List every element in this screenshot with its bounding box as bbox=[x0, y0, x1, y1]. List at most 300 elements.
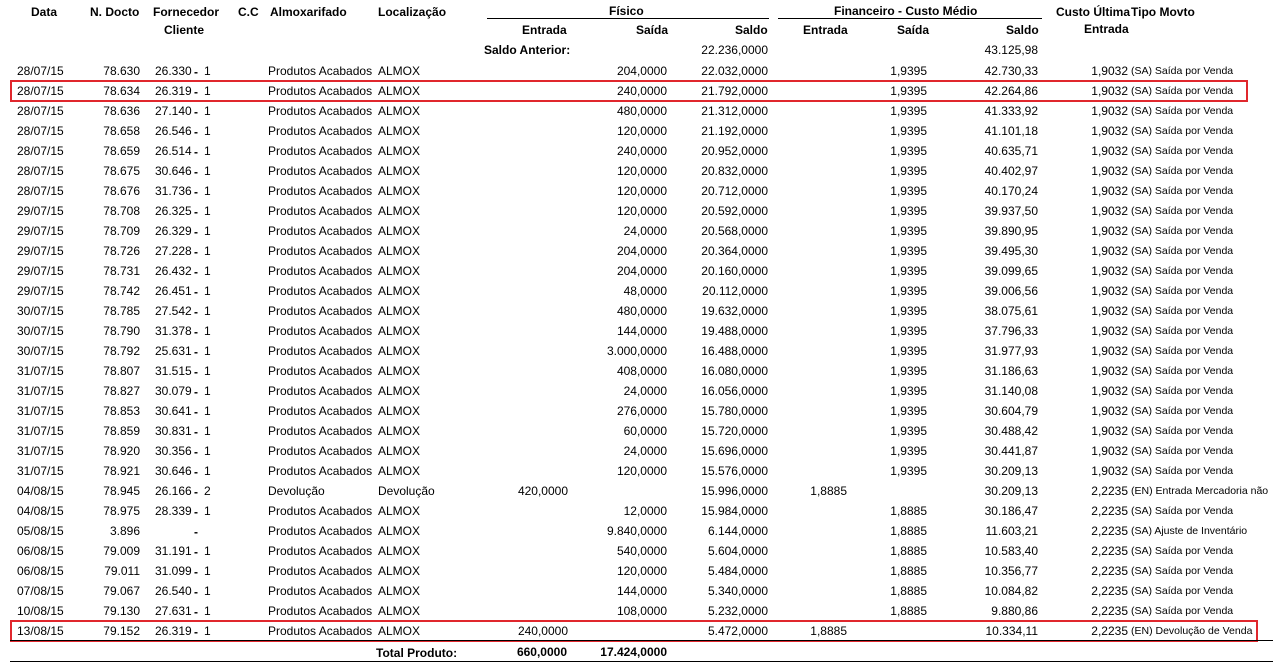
cell-tipo-movto: (SA) Saída por Venda bbox=[1131, 165, 1234, 177]
cell-financeiro-saida: 1,8885 bbox=[890, 604, 927, 618]
cell-localizacao: ALMOX bbox=[378, 64, 421, 78]
fornecedor-cc-separator: - bbox=[194, 225, 198, 239]
fornecedor-cc-separator: - bbox=[194, 305, 198, 319]
cell-almoxarifado: Produtos Acabados bbox=[268, 404, 373, 418]
header-cc: C.C bbox=[238, 5, 259, 19]
cell-cc: 1 bbox=[204, 204, 211, 218]
cell-n-docto: 78.921 bbox=[103, 464, 140, 478]
cell-localizacao: ALMOX bbox=[378, 364, 421, 378]
cell-cc: 1 bbox=[204, 604, 211, 618]
cell-data: 05/08/15 bbox=[17, 524, 64, 538]
cell-financeiro-saldo: 40.635,71 bbox=[984, 144, 1038, 158]
cell-n-docto: 78.827 bbox=[103, 384, 140, 398]
cell-fornecedor: 30.831 bbox=[155, 424, 192, 438]
cell-almoxarifado: Produtos Acabados bbox=[268, 264, 373, 278]
cell-fisico-saldo: 16.080,0000 bbox=[701, 364, 768, 378]
cell-fisico-saldo: 21.192,0000 bbox=[701, 124, 768, 138]
cell-cc: 1 bbox=[204, 224, 211, 238]
cell-cc: 1 bbox=[204, 504, 211, 518]
cell-fornecedor: 26.451 bbox=[155, 284, 192, 298]
cell-localizacao: ALMOX bbox=[378, 184, 421, 198]
cell-fisico-saida: 144,0000 bbox=[616, 584, 667, 598]
cell-fisico-saida: 204,0000 bbox=[616, 244, 667, 258]
cell-fisico-saida: 120,0000 bbox=[616, 124, 667, 138]
cell-financeiro-saldo: 10.583,40 bbox=[984, 544, 1038, 558]
cell-tipo-movto: (SA) Saída por Venda bbox=[1131, 405, 1234, 417]
cell-data: 29/07/15 bbox=[17, 224, 64, 238]
cell-financeiro-saldo: 39.006,56 bbox=[984, 284, 1038, 298]
fisico-underline bbox=[487, 18, 769, 19]
cell-tipo-movto: (SA) Saída por Venda bbox=[1131, 205, 1234, 217]
cell-data: 28/07/15 bbox=[17, 164, 64, 178]
cell-custo-ultima: 1,9032 bbox=[1091, 444, 1128, 458]
cell-n-docto: 78.636 bbox=[103, 104, 140, 118]
total-produto-label: Total Produto: bbox=[376, 646, 458, 660]
cell-data: 07/08/15 bbox=[17, 584, 64, 598]
cell-financeiro-saida: 1,9395 bbox=[890, 404, 927, 418]
cell-tipo-movto: (SA) Saída por Venda bbox=[1131, 365, 1234, 377]
cell-tipo-movto: (SA) Saída por Venda bbox=[1131, 305, 1234, 317]
cell-localizacao: ALMOX bbox=[378, 524, 421, 538]
cell-n-docto: 78.675 bbox=[103, 164, 140, 178]
fornecedor-cc-separator: - bbox=[194, 385, 198, 399]
cell-financeiro-saida: 1,9395 bbox=[890, 284, 927, 298]
fornecedor-cc-separator: - bbox=[194, 85, 198, 99]
row-highlight-box bbox=[10, 620, 1258, 642]
cell-custo-ultima: 2,2235 bbox=[1091, 484, 1128, 498]
cell-financeiro-saida: 1,9395 bbox=[890, 204, 927, 218]
fornecedor-cc-separator: - bbox=[194, 345, 198, 359]
cell-fisico-saida: 12,0000 bbox=[623, 504, 667, 518]
cell-fisico-saida: 9.840,0000 bbox=[606, 524, 667, 538]
cell-almoxarifado: Devolução bbox=[268, 484, 325, 498]
cell-fisico-saldo: 21.792,0000 bbox=[701, 84, 768, 98]
cell-tipo-movto: (SA) Saída por Venda bbox=[1131, 545, 1234, 557]
cell-financeiro-entrada: 1,8885 bbox=[810, 624, 847, 638]
fornecedor-cc-separator: - bbox=[194, 285, 198, 299]
fornecedor-cc-separator: - bbox=[194, 205, 198, 219]
cell-tipo-movto: (SA) Saída por Venda bbox=[1131, 65, 1234, 77]
cell-financeiro-saldo: 10.334,11 bbox=[985, 624, 1038, 638]
cell-fisico-saldo: 5.472,0000 bbox=[707, 624, 768, 638]
header-localizacao: Localização bbox=[378, 5, 447, 19]
cell-custo-ultima: 1,9032 bbox=[1091, 124, 1128, 138]
cell-fisico-saldo: 15.696,0000 bbox=[701, 444, 768, 458]
cell-custo-ultima: 1,9032 bbox=[1091, 224, 1128, 238]
cell-data: 28/07/15 bbox=[17, 104, 64, 118]
cell-fisico-saldo: 20.592,0000 bbox=[701, 204, 768, 218]
cell-fisico-saida: 540,0000 bbox=[616, 544, 667, 558]
cell-fornecedor: 27.542 bbox=[155, 304, 192, 318]
cell-fisico-saida: 120,0000 bbox=[616, 204, 667, 218]
cell-custo-ultima: 1,9032 bbox=[1091, 404, 1128, 418]
cell-n-docto: 78.658 bbox=[103, 124, 140, 138]
cell-fornecedor: 31.515 bbox=[155, 364, 192, 378]
cell-custo-ultima: 1,9032 bbox=[1091, 104, 1128, 118]
cell-fornecedor: 30.356 bbox=[155, 444, 192, 458]
cell-tipo-movto: (SA) Saída por Venda bbox=[1131, 225, 1234, 237]
cell-cc: 1 bbox=[204, 284, 211, 298]
cell-fisico-saldo: 15.576,0000 bbox=[701, 464, 768, 478]
cell-financeiro-saldo: 30.209,13 bbox=[984, 464, 1038, 478]
cell-fornecedor: 26.319 bbox=[155, 624, 192, 638]
cell-fornecedor: 26.166 bbox=[155, 484, 192, 498]
cell-financeiro-saldo: 41.333,92 bbox=[984, 104, 1038, 118]
cell-custo-ultima: 1,9032 bbox=[1091, 304, 1128, 318]
cell-financeiro-entrada: 1,8885 bbox=[810, 484, 847, 498]
cell-almoxarifado: Produtos Acabados bbox=[268, 604, 373, 618]
cell-financeiro-saida: 1,9395 bbox=[890, 464, 927, 478]
cell-localizacao: ALMOX bbox=[378, 224, 421, 238]
totals-bottom-rule bbox=[10, 661, 1273, 662]
cell-fisico-saida: 24,0000 bbox=[623, 444, 667, 458]
cell-localizacao: ALMOX bbox=[378, 144, 421, 158]
cell-financeiro-saida: 1,8885 bbox=[890, 584, 927, 598]
cell-fisico-saldo: 19.632,0000 bbox=[701, 304, 768, 318]
cell-data: 31/07/15 bbox=[17, 364, 64, 378]
cell-cc: 1 bbox=[204, 304, 211, 318]
header-cliente: Cliente bbox=[164, 23, 205, 37]
cell-data: 10/08/15 bbox=[17, 604, 64, 618]
cell-custo-ultima: 2,2235 bbox=[1091, 524, 1128, 538]
cell-financeiro-saldo: 30.441,87 bbox=[984, 444, 1038, 458]
cell-custo-ultima: 1,9032 bbox=[1091, 64, 1128, 78]
cell-n-docto: 78.792 bbox=[103, 344, 140, 358]
cell-cc: 1 bbox=[204, 144, 211, 158]
cell-financeiro-saida: 1,9395 bbox=[890, 424, 927, 438]
cell-data: 06/08/15 bbox=[17, 544, 64, 558]
cell-fornecedor: 28.339 bbox=[155, 504, 192, 518]
cell-n-docto: 78.807 bbox=[103, 364, 140, 378]
cell-fisico-saldo: 21.312,0000 bbox=[701, 104, 768, 118]
cell-tipo-movto: (SA) Saída por Venda bbox=[1131, 565, 1234, 577]
header-fornecedor: Fornecedor bbox=[153, 5, 220, 19]
cell-custo-ultima: 1,9032 bbox=[1091, 244, 1128, 258]
saldo-anterior-financeiro: 43.125,98 bbox=[984, 43, 1038, 57]
cell-custo-ultima: 1,9032 bbox=[1091, 144, 1128, 158]
cell-localizacao: ALMOX bbox=[378, 164, 421, 178]
cell-data: 28/07/15 bbox=[17, 64, 64, 78]
cell-custo-ultima: 1,9032 bbox=[1091, 424, 1128, 438]
cell-fisico-saida: 480,0000 bbox=[616, 104, 667, 118]
financeiro-underline bbox=[778, 18, 1042, 19]
cell-fisico-saida: 108,0000 bbox=[616, 604, 667, 618]
cell-fisico-saida: 24,0000 bbox=[623, 384, 667, 398]
fornecedor-cc-separator: - bbox=[194, 565, 198, 579]
cell-n-docto: 78.726 bbox=[103, 244, 140, 258]
cell-financeiro-saldo: 39.495,30 bbox=[984, 244, 1038, 258]
cell-n-docto: 78.853 bbox=[103, 404, 140, 418]
cell-localizacao: ALMOX bbox=[378, 464, 421, 478]
cell-financeiro-saldo: 30.604,79 bbox=[984, 404, 1038, 418]
cell-financeiro-saldo: 31.186,63 bbox=[984, 364, 1038, 378]
cell-tipo-movto: (EN) Devolução de Venda bbox=[1131, 625, 1253, 637]
cell-financeiro-saida: 1,9395 bbox=[890, 244, 927, 258]
cell-fornecedor: 26.330 bbox=[155, 64, 192, 78]
cell-data: 31/07/15 bbox=[17, 464, 64, 478]
cell-data: 13/08/15 bbox=[17, 624, 64, 638]
cell-custo-ultima: 1,9032 bbox=[1091, 184, 1128, 198]
cell-n-docto: 78.708 bbox=[103, 204, 140, 218]
cell-n-docto: 79.130 bbox=[103, 604, 140, 618]
cell-n-docto: 79.011 bbox=[104, 564, 140, 578]
cell-financeiro-saida: 1,9395 bbox=[890, 384, 927, 398]
saldo-anterior-fisico: 22.236,0000 bbox=[701, 43, 768, 57]
cell-tipo-movto: (SA) Saída por Venda bbox=[1131, 585, 1234, 597]
cell-tipo-movto: (SA) Ajuste de Inventário bbox=[1131, 525, 1248, 537]
header-financeiro-entrada: Entrada bbox=[803, 23, 848, 37]
cell-almoxarifado: Produtos Acabados bbox=[268, 384, 373, 398]
cell-cc: 1 bbox=[204, 164, 211, 178]
cell-fornecedor: 26.546 bbox=[155, 124, 192, 138]
cell-almoxarifado: Produtos Acabados bbox=[268, 624, 373, 638]
header-n-docto: N. Docto bbox=[90, 5, 140, 19]
cell-custo-ultima: 1,9032 bbox=[1091, 364, 1128, 378]
cell-data: 30/07/15 bbox=[17, 344, 64, 358]
cell-cc: 1 bbox=[204, 424, 211, 438]
cell-almoxarifado: Produtos Acabados bbox=[268, 444, 373, 458]
cell-fisico-saida: 60,0000 bbox=[623, 424, 667, 438]
cell-data: 29/07/15 bbox=[17, 284, 64, 298]
cell-localizacao: ALMOX bbox=[378, 304, 421, 318]
cell-data: 31/07/15 bbox=[17, 424, 64, 438]
fornecedor-cc-separator: - bbox=[194, 445, 198, 459]
header-data: Data bbox=[31, 5, 58, 19]
cell-financeiro-saida: 1,9395 bbox=[890, 324, 927, 338]
cell-custo-ultima: 1,9032 bbox=[1091, 164, 1128, 178]
cell-fornecedor: 31.099 bbox=[155, 564, 192, 578]
cell-tipo-movto: (SA) Saída por Venda bbox=[1131, 425, 1234, 437]
cell-n-docto: 78.785 bbox=[103, 304, 140, 318]
cell-financeiro-saldo: 30.209,13 bbox=[984, 484, 1038, 498]
cell-custo-ultima: 1,9032 bbox=[1091, 284, 1128, 298]
cell-data: 30/07/15 bbox=[17, 324, 64, 338]
cell-tipo-movto: (SA) Saída por Venda bbox=[1131, 385, 1234, 397]
cell-fisico-saldo: 5.484,0000 bbox=[707, 564, 768, 578]
cell-almoxarifado: Produtos Acabados bbox=[268, 584, 373, 598]
cell-data: 29/07/15 bbox=[17, 264, 64, 278]
cell-fisico-saldo: 20.160,0000 bbox=[701, 264, 768, 278]
cell-localizacao: ALMOX bbox=[378, 264, 421, 278]
cell-almoxarifado: Produtos Acabados bbox=[268, 184, 373, 198]
cell-almoxarifado: Produtos Acabados bbox=[268, 464, 373, 478]
cell-fisico-saldo: 20.952,0000 bbox=[701, 144, 768, 158]
header-financeiro-saldo: Saldo bbox=[1006, 23, 1039, 37]
cell-localizacao: ALMOX bbox=[378, 344, 421, 358]
cell-fornecedor: 31.191 bbox=[155, 544, 192, 558]
cell-cc: 1 bbox=[204, 344, 211, 358]
cell-custo-ultima: 2,2235 bbox=[1091, 584, 1128, 598]
cell-localizacao: ALMOX bbox=[378, 324, 421, 338]
cell-fornecedor: 30.079 bbox=[155, 384, 192, 398]
total-entrada: 660,0000 bbox=[516, 645, 567, 659]
cell-fornecedor: 31.378 bbox=[155, 324, 192, 338]
cell-financeiro-saida: 1,9395 bbox=[890, 104, 927, 118]
header-fisico-saldo: Saldo bbox=[735, 23, 768, 37]
fornecedor-cc-separator: - bbox=[194, 465, 198, 479]
cell-fisico-saldo: 5.340,0000 bbox=[707, 584, 768, 598]
cell-cc: 1 bbox=[204, 104, 211, 118]
cell-localizacao: ALMOX bbox=[378, 284, 421, 298]
cell-fisico-saldo: 15.996,0000 bbox=[701, 484, 768, 498]
cell-fisico-saida: 120,0000 bbox=[616, 184, 667, 198]
cell-localizacao: ALMOX bbox=[378, 564, 421, 578]
cell-cc: 1 bbox=[204, 64, 211, 78]
cell-data: 31/07/15 bbox=[17, 384, 64, 398]
cell-financeiro-saldo: 41.101,18 bbox=[984, 124, 1038, 138]
cell-financeiro-saida: 1,8885 bbox=[890, 564, 927, 578]
cell-fisico-saldo: 16.056,0000 bbox=[701, 384, 768, 398]
fornecedor-cc-separator: - bbox=[194, 245, 198, 259]
cell-fisico-saida: 480,0000 bbox=[616, 304, 667, 318]
cell-n-docto: 78.634 bbox=[103, 84, 140, 98]
cell-financeiro-saida: 1,9395 bbox=[890, 344, 927, 358]
cell-fornecedor: 26.319 bbox=[155, 84, 192, 98]
cell-almoxarifado: Produtos Acabados bbox=[268, 284, 373, 298]
fornecedor-cc-separator: - bbox=[194, 145, 198, 159]
cell-tipo-movto: (SA) Saída por Venda bbox=[1131, 345, 1234, 357]
cell-localizacao: Devolução bbox=[378, 484, 435, 498]
cell-localizacao: ALMOX bbox=[378, 104, 421, 118]
cell-localizacao: ALMOX bbox=[378, 384, 421, 398]
cell-almoxarifado: Produtos Acabados bbox=[268, 504, 373, 518]
cell-localizacao: ALMOX bbox=[378, 504, 421, 518]
cell-n-docto: 78.859 bbox=[103, 424, 140, 438]
cell-custo-ultima: 1,9032 bbox=[1091, 344, 1128, 358]
cell-data: 29/07/15 bbox=[17, 244, 64, 258]
cell-data: 31/07/15 bbox=[17, 444, 64, 458]
fornecedor-cc-separator: - bbox=[194, 585, 198, 599]
cell-almoxarifado: Produtos Acabados bbox=[268, 104, 373, 118]
header-almoxarifado: Almoxarifado bbox=[270, 5, 347, 19]
cell-data: 28/07/15 bbox=[17, 84, 64, 98]
header-tipo-movto: Tipo Movto bbox=[1131, 5, 1195, 19]
cell-custo-ultima: 1,9032 bbox=[1091, 204, 1128, 218]
cell-data: 28/07/15 bbox=[17, 124, 64, 138]
cell-custo-ultima: 2,2235 bbox=[1091, 564, 1128, 578]
cell-cc: 1 bbox=[204, 404, 211, 418]
cell-cc: 1 bbox=[204, 244, 211, 258]
header-fisico-entrada: Entrada bbox=[522, 23, 567, 37]
cell-financeiro-saldo: 42.264,86 bbox=[984, 84, 1038, 98]
cell-fisico-saida: 144,0000 bbox=[616, 324, 667, 338]
cell-custo-ultima: 2,2235 bbox=[1091, 504, 1128, 518]
cell-tipo-movto: (SA) Saída por Venda bbox=[1131, 505, 1234, 517]
cell-n-docto: 78.975 bbox=[103, 504, 140, 518]
cell-custo-ultima: 1,9032 bbox=[1091, 324, 1128, 338]
cell-fisico-saldo: 22.032,0000 bbox=[701, 64, 768, 78]
cell-fornecedor: 27.631 bbox=[155, 604, 192, 618]
cell-localizacao: ALMOX bbox=[378, 124, 421, 138]
cell-almoxarifado: Produtos Acabados bbox=[268, 544, 373, 558]
cell-financeiro-saldo: 40.402,97 bbox=[984, 164, 1038, 178]
cell-fisico-saldo: 19.488,0000 bbox=[701, 324, 768, 338]
cell-fisico-saida: 48,0000 bbox=[623, 284, 667, 298]
cell-localizacao: ALMOX bbox=[378, 404, 421, 418]
cell-fisico-entrada: 420,0000 bbox=[517, 484, 568, 498]
cell-tipo-movto: (SA) Saída por Venda bbox=[1131, 245, 1234, 257]
cell-financeiro-saida: 1,9395 bbox=[890, 304, 927, 318]
cell-custo-ultima: 2,2235 bbox=[1091, 544, 1128, 558]
fornecedor-cc-separator: - bbox=[194, 545, 198, 559]
cell-cc: 1 bbox=[204, 544, 211, 558]
cell-fisico-saida: 276,0000 bbox=[616, 404, 667, 418]
cell-localizacao: ALMOX bbox=[378, 544, 421, 558]
cell-n-docto: 79.009 bbox=[103, 544, 140, 558]
saldo-anterior-label: Saldo Anterior: bbox=[484, 43, 571, 57]
cell-fisico-saldo: 15.984,0000 bbox=[701, 504, 768, 518]
cell-localizacao: ALMOX bbox=[378, 424, 421, 438]
cell-fisico-saida: 120,0000 bbox=[616, 164, 667, 178]
cell-fornecedor: 26.514 bbox=[155, 144, 192, 158]
cell-fisico-saida: 24,0000 bbox=[623, 224, 667, 238]
fornecedor-cc-separator: - bbox=[194, 185, 198, 199]
cell-data: 04/08/15 bbox=[17, 484, 64, 498]
cell-almoxarifado: Produtos Acabados bbox=[268, 204, 373, 218]
cell-fisico-saida: 3.000,0000 bbox=[606, 344, 667, 358]
cell-financeiro-saida: 1,9395 bbox=[890, 124, 927, 138]
cell-financeiro-saldo: 11.603,21 bbox=[985, 524, 1038, 538]
header-custo-entrada: Entrada bbox=[1084, 22, 1129, 36]
cell-n-docto: 79.152 bbox=[103, 624, 140, 638]
fornecedor-cc-separator: - bbox=[194, 505, 198, 519]
cell-cc: 1 bbox=[204, 84, 211, 98]
cell-almoxarifado: Produtos Acabados bbox=[268, 564, 373, 578]
fornecedor-cc-separator: - bbox=[194, 325, 198, 339]
cell-financeiro-saldo: 39.937,50 bbox=[984, 204, 1038, 218]
cell-tipo-movto: (SA) Saída por Venda bbox=[1131, 465, 1234, 477]
cell-almoxarifado: Produtos Acabados bbox=[268, 244, 373, 258]
fornecedor-cc-separator: - bbox=[194, 365, 198, 379]
fornecedor-cc-separator: - bbox=[194, 125, 198, 139]
cell-financeiro-saldo: 39.890,95 bbox=[984, 224, 1038, 238]
cell-financeiro-saida: 1,9395 bbox=[890, 224, 927, 238]
cell-fornecedor: 25.631 bbox=[155, 344, 192, 358]
cell-fornecedor: 26.540 bbox=[155, 584, 192, 598]
cell-cc: 1 bbox=[204, 184, 211, 198]
fornecedor-cc-separator: - bbox=[194, 525, 198, 539]
cell-data: 28/07/15 bbox=[17, 184, 64, 198]
fornecedor-cc-separator: - bbox=[194, 265, 198, 279]
cell-data: 04/08/15 bbox=[17, 504, 64, 518]
cell-financeiro-saida: 1,9395 bbox=[890, 64, 927, 78]
cell-almoxarifado: Produtos Acabados bbox=[268, 124, 373, 138]
fornecedor-cc-separator: - bbox=[194, 105, 198, 119]
totals-top-rule bbox=[10, 640, 1273, 641]
fornecedor-cc-separator: - bbox=[194, 425, 198, 439]
cell-n-docto: 78.790 bbox=[103, 324, 140, 338]
cell-financeiro-saldo: 40.170,24 bbox=[984, 184, 1038, 198]
total-saida: 17.424,0000 bbox=[600, 645, 667, 659]
cell-fisico-saldo: 20.568,0000 bbox=[701, 224, 768, 238]
cell-almoxarifado: Produtos Acabados bbox=[268, 224, 373, 238]
cell-n-docto: 78.659 bbox=[103, 144, 140, 158]
cell-fornecedor: 30.646 bbox=[155, 164, 192, 178]
cell-fisico-entrada: 240,0000 bbox=[517, 624, 568, 638]
cell-tipo-movto: (SA) Saída por Venda bbox=[1131, 445, 1234, 457]
cell-cc: 1 bbox=[204, 364, 211, 378]
cell-fisico-saida: 120,0000 bbox=[616, 564, 667, 578]
cell-tipo-movto: (SA) Saída por Venda bbox=[1131, 325, 1234, 337]
cell-cc: 1 bbox=[204, 464, 211, 478]
fornecedor-cc-separator: - bbox=[194, 165, 198, 179]
cell-tipo-movto: (SA) Saída por Venda bbox=[1131, 285, 1234, 297]
cell-financeiro-saida: 1,9395 bbox=[890, 264, 927, 278]
cell-cc: 1 bbox=[204, 564, 211, 578]
cell-tipo-movto: (SA) Saída por Venda bbox=[1131, 265, 1234, 277]
cell-fisico-saida: 204,0000 bbox=[616, 264, 667, 278]
cell-fisico-saida: 408,0000 bbox=[616, 364, 667, 378]
